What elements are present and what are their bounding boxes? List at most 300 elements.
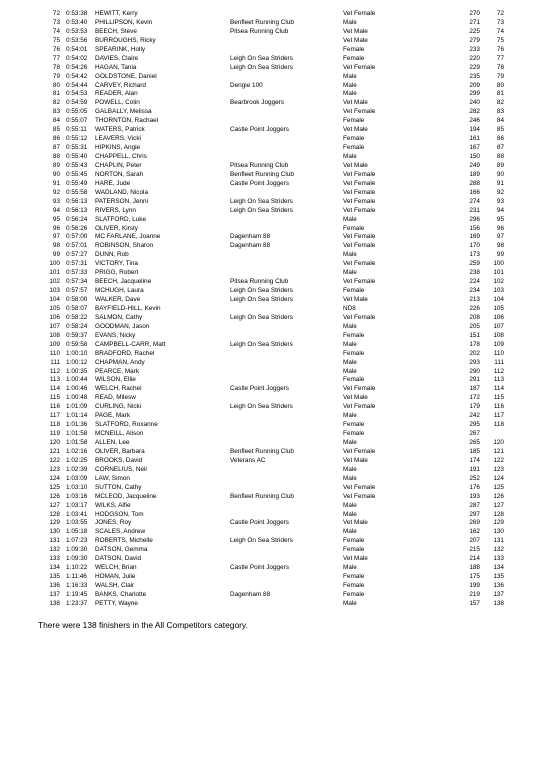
table-row	[0, 126, 543, 135]
category-position-cell: 113	[493, 376, 504, 384]
name-cell: SLATFORD, Luke	[95, 215, 147, 223]
category-cell: Male	[343, 81, 357, 89]
name-cell: BRADFORD, Rachel	[95, 349, 155, 357]
position-cell: 102	[49, 278, 60, 286]
name-cell: CAMPBELL-CARR, Matt	[95, 340, 166, 348]
time-cell: 0:57:01	[66, 242, 88, 250]
category-cell: Male	[343, 474, 357, 482]
time-cell: 0:58:00	[66, 296, 88, 303]
category-position-cell: 96	[496, 224, 504, 232]
time-cell: 1:05:18	[66, 528, 88, 536]
category-position-cell: 85	[496, 126, 504, 134]
name-cell: CARVEY, Richard	[95, 81, 146, 89]
table-row	[0, 233, 543, 242]
time-cell: 0:55:45	[66, 170, 88, 178]
category-cell: Vet Female	[343, 278, 376, 286]
name-cell: SPEARINK, Holly	[95, 45, 146, 53]
name-cell: ROBERTS, Michelle	[95, 537, 153, 545]
name-cell: CHAPMAN, Andy	[95, 358, 145, 366]
category-position-cell: 100	[493, 260, 504, 268]
number-cell: 178	[469, 340, 480, 348]
time-cell: 1:03:10	[66, 483, 88, 491]
time-cell: 1:02:39	[66, 465, 88, 473]
time-cell: 0:55:40	[66, 153, 88, 160]
number-cell: 225	[469, 27, 480, 35]
table-row	[0, 162, 543, 171]
name-cell: WILKS, Alfie	[95, 501, 131, 509]
category-cell: Female	[343, 430, 365, 438]
time-cell: 0:54:44	[66, 81, 88, 89]
category-cell: Female	[343, 573, 365, 581]
time-cell: 0:58:24	[66, 322, 88, 330]
number-cell: 202	[469, 349, 480, 357]
category-position-cell: 107	[493, 322, 504, 330]
category-cell: Female	[343, 421, 365, 429]
table-row	[0, 448, 543, 457]
name-cell: HARE, Jude	[95, 179, 131, 187]
table-row	[0, 28, 543, 37]
category-position-cell: 125	[493, 483, 504, 491]
time-cell: 0:57:57	[66, 287, 88, 295]
category-cell: Male	[343, 251, 357, 259]
position-cell: 105	[49, 304, 60, 312]
category-cell: Male	[343, 412, 357, 420]
number-cell: 271	[469, 18, 480, 26]
category-cell: Vet Female	[343, 179, 376, 187]
number-cell: 179	[469, 403, 480, 411]
number-cell: 229	[469, 63, 480, 71]
number-cell: 215	[469, 546, 480, 554]
table-row	[0, 430, 543, 439]
category-cell: Vet Male	[343, 161, 368, 169]
number-cell: 238	[469, 269, 480, 277]
number-cell: 235	[469, 72, 480, 80]
time-cell: 1:03:55	[66, 519, 88, 527]
table-row	[0, 573, 543, 582]
name-cell: PRIGG, Robert	[95, 269, 139, 277]
position-cell: 79	[52, 72, 60, 80]
category-position-cell: 86	[496, 135, 504, 143]
category-position-cell: 105	[493, 304, 504, 312]
table-row	[0, 296, 543, 305]
table-row	[0, 412, 543, 421]
category-position-cell: 79	[496, 72, 504, 80]
number-cell: 169	[469, 233, 480, 241]
category-cell: Male	[343, 340, 357, 348]
category-cell: Male	[343, 18, 357, 26]
time-cell: 0:54:59	[66, 99, 88, 107]
position-cell: 136	[49, 582, 60, 589]
name-cell: SALMON, Cathy	[95, 313, 143, 321]
position-cell: 138	[49, 599, 60, 607]
name-cell: CHAPPELL, Chris	[95, 153, 147, 160]
time-cell: 0:55:58	[66, 188, 88, 196]
category-cell: Male	[343, 322, 357, 330]
table-row	[0, 64, 543, 73]
name-cell: HEWITT, Kerry	[95, 10, 138, 17]
category-position-cell: 92	[496, 188, 504, 196]
category-cell: Male	[343, 465, 357, 473]
category-position-cell: 94	[496, 206, 504, 214]
club-cell: Benfleet Running Club	[230, 447, 294, 455]
time-cell: 0:56:13	[66, 206, 88, 214]
category-cell: Vet Female	[343, 188, 376, 196]
position-cell: 108	[49, 331, 60, 339]
position-cell: 93	[52, 197, 60, 205]
category-cell: Female	[343, 537, 365, 545]
name-cell: ALLEN, Lee	[95, 439, 130, 446]
position-cell: 132	[49, 546, 60, 554]
table-row	[0, 55, 543, 64]
time-cell: 0:54:01	[66, 45, 88, 53]
time-cell: 0:55:07	[66, 117, 88, 125]
position-cell: 118	[49, 421, 60, 429]
table-row	[0, 484, 543, 493]
position-cell: 107	[49, 322, 60, 330]
club-cell: Leigh On Sea Striders	[230, 197, 293, 205]
category-cell: Vet Female	[343, 483, 376, 491]
name-cell: HODGSON, Tom	[95, 510, 144, 518]
category-cell: Male	[343, 215, 357, 223]
time-cell: 0:55:12	[66, 135, 88, 143]
position-cell: 82	[52, 99, 60, 107]
number-cell: 170	[469, 242, 480, 250]
table-row	[0, 466, 543, 475]
category-position-cell: 135	[493, 573, 504, 581]
category-position-cell: 126	[493, 492, 504, 500]
category-cell: Vet Female	[343, 403, 376, 411]
number-cell: 191	[469, 465, 480, 473]
number-cell: 282	[469, 108, 480, 116]
club-cell: Dengie 100	[230, 81, 263, 89]
position-cell: 127	[49, 501, 60, 509]
table-row	[0, 99, 543, 108]
number-cell: 265	[469, 439, 480, 446]
time-cell: 1:02:16	[66, 447, 88, 455]
category-cell: Vet Male	[343, 296, 368, 303]
number-cell: 295	[469, 421, 480, 429]
category-position-cell: 102	[493, 278, 504, 286]
time-cell: 1:00:12	[66, 358, 88, 366]
number-cell: 226	[469, 304, 480, 312]
table-row	[0, 251, 543, 260]
number-cell: 172	[469, 394, 480, 402]
table-row	[0, 189, 543, 198]
name-cell: READ, Milesw	[95, 394, 136, 402]
position-cell: 86	[52, 135, 60, 143]
club-cell: Benfleet Running Club	[230, 18, 294, 26]
time-cell: 0:57:34	[66, 278, 88, 286]
number-cell: 150	[469, 153, 480, 160]
category-position-cell: 118	[493, 421, 504, 429]
club-cell: Dagenham 88	[230, 242, 271, 250]
category-position-cell: 123	[493, 465, 504, 473]
table-row	[0, 305, 543, 314]
number-cell: 161	[469, 135, 480, 143]
position-cell: 89	[52, 161, 60, 169]
category-cell: Male	[343, 153, 357, 160]
position-cell: 122	[49, 456, 60, 464]
table-row	[0, 153, 543, 162]
table-row	[0, 242, 543, 251]
number-cell: 175	[469, 573, 480, 581]
table-row	[0, 46, 543, 55]
position-cell: 125	[49, 483, 60, 491]
table-row	[0, 537, 543, 546]
table-row	[0, 350, 543, 359]
category-cell: Male	[343, 72, 357, 80]
table-row	[0, 10, 543, 19]
position-cell: 95	[52, 215, 60, 223]
number-cell: 267	[469, 430, 480, 438]
number-cell: 279	[469, 36, 480, 44]
number-cell: 174	[469, 456, 480, 464]
number-cell: 205	[469, 322, 480, 330]
position-cell: 106	[49, 313, 60, 321]
number-cell: 173	[469, 251, 480, 259]
number-cell: 287	[469, 501, 480, 509]
club-cell: Castle Point Joggers	[230, 564, 289, 572]
position-cell: 123	[49, 465, 60, 473]
club-cell: Leigh On Sea Striders	[230, 403, 293, 411]
category-cell: Female	[343, 546, 365, 554]
number-cell: 220	[469, 54, 480, 62]
table-row	[0, 502, 543, 511]
position-cell: 129	[49, 519, 60, 527]
category-position-cell: 132	[493, 546, 504, 554]
category-position-cell: 95	[496, 215, 504, 223]
number-cell: 167	[469, 144, 480, 152]
category-position-cell: 127	[493, 501, 504, 509]
time-cell: 1:03:17	[66, 501, 88, 509]
number-cell: 166	[469, 188, 480, 196]
name-cell: PATERSON, Jenni	[95, 197, 149, 205]
name-cell: MCNEILL, Alison	[95, 430, 144, 438]
category-cell: Female	[343, 376, 365, 384]
position-cell: 78	[52, 63, 60, 71]
category-position-cell: 89	[496, 161, 504, 169]
category-cell: Vet Male	[343, 555, 368, 563]
number-cell: 234	[469, 287, 480, 295]
position-cell: 76	[52, 45, 60, 53]
number-cell: 274	[469, 197, 480, 205]
time-cell: 0:55:49	[66, 179, 88, 187]
name-cell: PHILLIPSON, Kevin	[95, 18, 153, 26]
name-cell: DATSON, David	[95, 555, 142, 563]
number-cell: 299	[469, 90, 480, 98]
name-cell: READER, Alan	[95, 90, 138, 98]
name-cell: SLATFORD, Roxanne	[95, 421, 158, 429]
name-cell: VICTORY, Tina	[95, 260, 138, 268]
name-cell: PEARCE, Mark	[95, 367, 140, 375]
category-position-cell: 109	[493, 340, 504, 348]
category-position-cell: 138	[493, 599, 504, 607]
category-cell: Vet Female	[343, 170, 376, 178]
position-cell: 109	[49, 340, 60, 348]
position-cell: 137	[49, 590, 60, 598]
club-cell: Leigh On Sea Striders	[230, 54, 293, 62]
table-row	[0, 439, 543, 448]
club-cell: Leigh On Sea Striders	[230, 63, 293, 71]
position-cell: 126	[49, 492, 60, 500]
table-row	[0, 582, 543, 591]
results-table	[0, 10, 543, 609]
name-cell: POWELL, Colin	[95, 99, 140, 107]
category-position-cell: 82	[496, 99, 504, 107]
number-cell: 199	[469, 582, 480, 589]
name-cell: BAYFIELD-HILL, Kevin	[95, 304, 161, 312]
category-position-cell: 136	[493, 582, 504, 589]
time-cell: 0:56:24	[66, 215, 88, 223]
position-cell: 121	[49, 447, 60, 455]
number-cell: 176	[469, 483, 480, 491]
category-cell: Female	[343, 54, 365, 62]
position-cell: 119	[49, 430, 60, 438]
table-row	[0, 278, 543, 287]
number-cell: 252	[469, 474, 480, 482]
category-position-cell: 91	[496, 179, 504, 187]
table-row	[0, 108, 543, 117]
category-position-cell: 99	[496, 251, 504, 259]
club-cell: Veterans AC	[230, 456, 266, 464]
club-cell: Castle Point Joggers	[230, 126, 289, 134]
time-cell: 0:55:05	[66, 108, 88, 116]
name-cell: MCHUGH, Laura	[95, 287, 144, 295]
number-cell: 233	[469, 45, 480, 53]
position-cell: 80	[52, 81, 60, 89]
category-cell: ND8	[343, 304, 356, 312]
position-cell: 97	[52, 233, 60, 241]
number-cell: 193	[469, 492, 480, 500]
table-row	[0, 555, 543, 564]
time-cell: 1:23:37	[66, 599, 88, 607]
club-cell: Leigh On Sea Striders	[230, 206, 293, 214]
category-cell: Vet Female	[343, 447, 376, 455]
category-cell: Male	[343, 439, 357, 446]
number-cell: 293	[469, 358, 480, 366]
name-cell: LEAVERS, Vicki	[95, 135, 141, 143]
position-cell: 90	[52, 170, 60, 178]
time-cell: 0:56:26	[66, 224, 88, 232]
category-position-cell: 78	[496, 63, 504, 71]
time-cell: 1:02:25	[66, 456, 88, 464]
position-cell: 110	[49, 349, 60, 357]
number-cell: 231	[469, 206, 480, 214]
club-cell: Dagenham 88	[230, 590, 271, 598]
number-cell: 242	[469, 412, 480, 420]
number-cell: 290	[469, 367, 480, 375]
category-cell: Female	[343, 590, 365, 598]
category-position-cell: 130	[493, 528, 504, 536]
name-cell: BEECH, Steve	[95, 27, 137, 35]
number-cell: 209	[469, 81, 480, 89]
category-cell: Female	[343, 45, 365, 53]
time-cell: 1:01:14	[66, 412, 88, 420]
club-cell: Benfleet Running Club	[230, 170, 294, 178]
name-cell: GOODMAN, Jason	[95, 322, 150, 330]
time-cell: 1:01:58	[66, 439, 88, 446]
table-row	[0, 493, 543, 502]
finishers-summary: There were 138 finishers in the All Competitors category.	[38, 620, 248, 630]
number-cell: 214	[469, 555, 480, 563]
table-row	[0, 207, 543, 216]
table-row	[0, 546, 543, 555]
table-row	[0, 385, 543, 394]
time-cell: 0:53:56	[66, 36, 88, 44]
name-cell: PETTY, Wayne	[95, 599, 138, 607]
position-cell: 104	[49, 296, 60, 303]
category-cell: Vet Male	[343, 519, 368, 527]
category-cell: Vet Female	[343, 197, 376, 205]
position-cell: 83	[52, 108, 60, 116]
time-cell: 0:54:53	[66, 90, 88, 98]
category-cell: Male	[343, 367, 357, 375]
category-position-cell: 133	[493, 555, 504, 563]
time-cell: 1:11:46	[66, 573, 87, 581]
category-position-cell: 93	[496, 197, 504, 205]
position-cell: 112	[49, 367, 60, 375]
number-cell: 208	[469, 313, 480, 321]
name-cell: WELCH, Brian	[95, 564, 137, 572]
name-cell: MCLEOD, Jacqueline	[95, 492, 157, 500]
position-cell: 101	[49, 269, 60, 277]
category-position-cell: 84	[496, 117, 504, 125]
club-cell: Pitsea Running Club	[230, 278, 289, 286]
category-cell: Male	[343, 564, 357, 572]
time-cell: 1:00:35	[66, 367, 88, 375]
name-cell: OLIVER, Kirsty	[95, 224, 138, 232]
position-cell: 73	[52, 18, 60, 26]
category-cell: Vet Male	[343, 36, 368, 44]
table-row	[0, 90, 543, 99]
time-cell: 1:03:41	[66, 510, 88, 518]
number-cell: 162	[469, 528, 480, 536]
time-cell: 1:00:44	[66, 376, 88, 384]
category-position-cell: 122	[493, 456, 504, 464]
time-cell: 0:59:58	[66, 340, 88, 348]
table-row	[0, 528, 543, 537]
number-cell: 269	[469, 519, 480, 527]
category-cell: Vet Female	[343, 492, 376, 500]
name-cell: DATSON, Gemma	[95, 546, 148, 554]
time-cell: 1:01:36	[66, 421, 88, 429]
name-cell: BANKS, Charlotte	[95, 590, 147, 598]
name-cell: HIPKINS, Angie	[95, 144, 141, 152]
time-cell: 1:01:58	[66, 430, 88, 438]
position-cell: 74	[52, 27, 60, 35]
category-position-cell: 77	[496, 54, 504, 62]
category-cell: Female	[343, 287, 365, 295]
table-row	[0, 421, 543, 430]
number-cell: 219	[469, 590, 480, 598]
category-cell: Female	[343, 331, 365, 339]
category-position-cell: 110	[493, 349, 504, 357]
name-cell: WALSH, Clair	[95, 582, 135, 589]
table-row	[0, 475, 543, 484]
category-cell: Male	[343, 528, 357, 536]
table-row	[0, 511, 543, 520]
name-cell: JONES, Roy	[95, 519, 132, 527]
club-cell: Castle Point Joggers	[230, 385, 289, 393]
number-cell: 189	[469, 170, 480, 178]
table-row	[0, 332, 543, 341]
time-cell: 1:07:23	[66, 537, 88, 545]
category-cell: Male	[343, 358, 357, 366]
number-cell: 249	[469, 161, 480, 169]
time-cell: 0:57:33	[66, 269, 88, 277]
name-cell: PAGE, Mark	[95, 412, 131, 420]
club-cell: Bearbrook Joggers	[230, 99, 284, 107]
